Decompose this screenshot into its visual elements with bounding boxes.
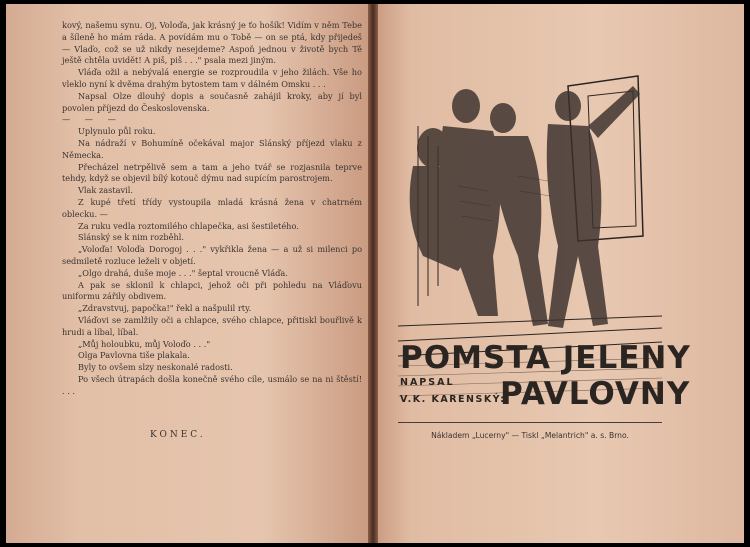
paragraph: Na nádraží v Bohumíně očekával major Slánský příjezd vlaku z Německa. [62, 137, 362, 160]
paragraph: Napsal Olze dlouhý dopis a současně zahájil kroky, aby jí byl povolen příjezd do Československa. [62, 90, 362, 113]
paragraph: „Zdravstvuj, papočka!" řekl a našpulil rty. [78, 303, 252, 314]
paragraph: A pak se sklonil k chlapci, jehož oči při pohledu na Vláďovu uniformu zářily obdivem. [62, 279, 362, 302]
paragraph: Byly to ovšem slzy neskonalé radosti. [78, 362, 233, 373]
paragraph: Slánský se k nim rozběhl. [78, 232, 184, 243]
paragraph: „Voloďa! Voloďa Dorogoj . . ." vykřikla žena — a už si milenci po sedmiletě rozluce leželi v objetí. [62, 244, 362, 266]
paragraph: Přecházel netrpělivě sem a tam a jeho tvář se rozjasnila teprve tehdy, když se objevil bílý kotouč dýmu nad supícím parostrojem. [62, 161, 362, 184]
cover-title-line1: POMSTA JELENY [400, 340, 691, 376]
paragraph: Vláďovi se zamlžily oči a chlapce, svého chlapce, přitiskl bouřlivě k hrudi a líbal, líbal. [62, 314, 362, 337]
end-mark: KONEC. [150, 430, 206, 440]
paragraph: kový, našemu synu. Oj, Voloďa, jak krásný je ťo hošík! Vidím v něm Tebe a šíleně ho mám ráda. A povídám mu o Tobě — on se ptá, kdy přijedeš — Vlaďo, což se už nikdy nesejdeme? Aspoň jednou v životě bych Tě ještě chtěla uvidět! A piš, piš . . ." psala mezi jiným. [62, 20, 362, 66]
paragraph: Olga Pavlovna tiše plakala. [78, 350, 190, 361]
section-break: — — — [62, 114, 122, 125]
paragraph: „Olgo drahá, duše moje . . ." šeptal vroucně Vláďa. [78, 267, 288, 278]
paragraph: Vlak zastavil. [78, 185, 134, 196]
paragraph: Vláďa ožil a nebývalá energie se rozproudila v jeho žilách. Vše ho vleklo nyní k dvěma drahým bytostem tam v dálném Omsku . . . [62, 67, 362, 89]
paragraph: Po všech útrapách došla konečně svého cíle, usmálo se na ni štěstí! . . . [62, 373, 362, 396]
book-gutter [368, 4, 378, 543]
paragraph: Za ruku vedla roztomilého chlapečka, asi šestiletého. [78, 220, 299, 231]
cover-title-line2: PAVLOVNY [500, 376, 691, 412]
paragraph: Z kupé třetí třídy vystoupila mladá krásná žena v chatrném oblecku. — [62, 196, 362, 219]
author-prefix: NAPSAL [400, 377, 455, 388]
author-name: V.K. KARENSKÝ: [400, 394, 506, 405]
publisher-rule [398, 422, 662, 423]
story-text [62, 20, 362, 398]
paragraph: Uplynulo půl roku. [78, 126, 156, 137]
publisher-line: Nákladem „Lucerny" — Tiskl „Melantrich" a. s. Brno. [431, 431, 629, 440]
paragraph: „Můj holoubku, můj Voloďo . . ." [78, 338, 211, 349]
